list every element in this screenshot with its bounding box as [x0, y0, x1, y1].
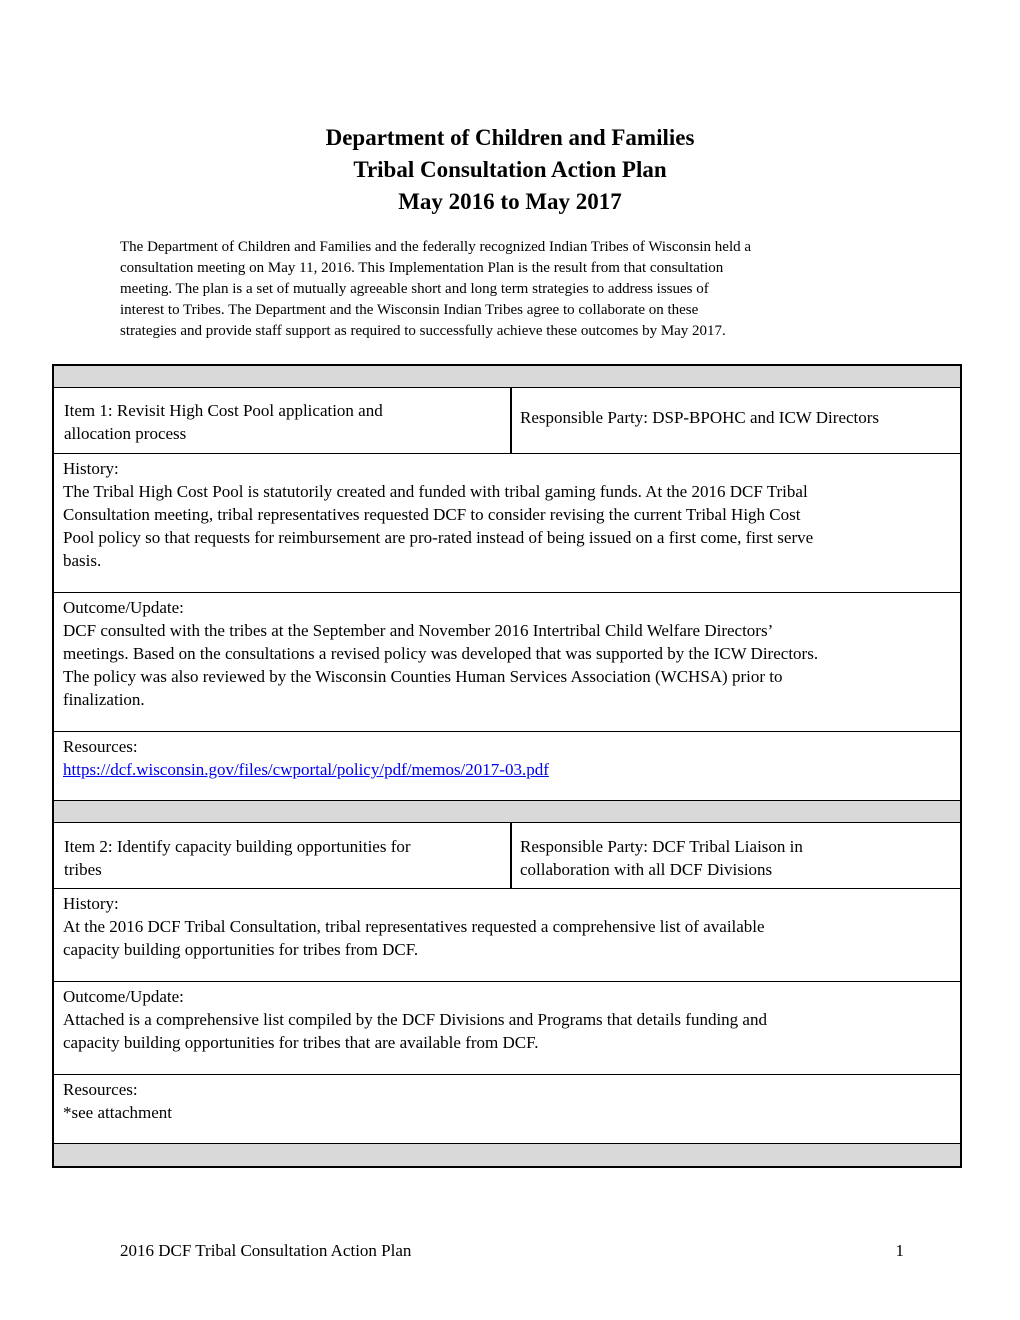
item-title-line: Item 2: Identify capacity building opportunities for: [64, 837, 411, 856]
party-line: Responsible Party: DSP-BPOHC and ICW Directors: [520, 408, 880, 427]
resources-text: *see attachment: [63, 1103, 173, 1122]
history-line: basis.: [63, 551, 102, 570]
outcome-line: DCF consulted with the tribes at the September and November 2016 Intertribal Child Welfare Directors’: [63, 621, 774, 640]
intro-paragraph: [120, 237, 910, 342]
outcome-line: The policy was also reviewed by the Wisconsin Counties Human Services Association (WCHSA) prior to: [63, 667, 783, 686]
table-separator-band: [54, 366, 960, 388]
item-title-line: Item 1: Revisit High Cost Pool application and: [64, 401, 383, 420]
item-title-line: allocation process: [64, 424, 187, 443]
party-line: Responsible Party: DCF Tribal Liaison in: [520, 837, 803, 856]
resources-link[interactable]: https://dcf.wisconsin.gov/files/cwportal/policy/pdf/memos/2017-03.pdf: [63, 760, 549, 779]
outcome-line: finalization.: [63, 690, 145, 709]
intro-line: consultation meeting on May 11, 2016. This Implementation Plan is the result from that consultation: [120, 260, 724, 276]
history-line: capacity building opportunities for tribes from DCF.: [63, 940, 419, 959]
intro-line: meeting. The plan is a set of mutually agreeable short and long term strategies to address issues of: [120, 281, 709, 297]
outcome-label: Outcome/Update:: [63, 987, 184, 1006]
history-label: History:: [63, 894, 119, 913]
outcome-line: meetings. Based on the consultations a revised policy was developed that was supported by the ICW Directors.: [63, 644, 819, 663]
party-line: collaboration with all DCF Divisions: [520, 860, 773, 879]
item-2-responsible-party: [512, 823, 960, 888]
history-line: The Tribal High Cost Pool is statutorily created and funded with tribal gaming funds. At the 2016 DCF Tribal: [63, 482, 808, 501]
history-line: Consultation meeting, tribal representatives requested DCF to consider revising the current Tribal High Cost: [63, 505, 801, 524]
item-2-history: [54, 889, 960, 982]
history-line: Pool policy so that requests for reimbursement are pro-rated instead of being issued on a first come, first serve: [63, 528, 814, 547]
item-1-header-row: [54, 388, 960, 454]
item-1-responsible-party: [512, 388, 960, 453]
item-1-outcome: [54, 593, 960, 732]
item-title-line: tribes: [64, 860, 102, 879]
title-line-3: May 2016 to May 2017: [398, 189, 622, 214]
item-1-resources: [54, 732, 960, 801]
intro-line: strategies and provide staff support as required to successfully achieve these outcomes by May 2017.: [120, 323, 726, 339]
item-2-title: [54, 823, 512, 888]
history-label: History:: [63, 459, 119, 478]
table-separator-band: [54, 1144, 960, 1166]
resources-label: Resources:: [63, 1080, 138, 1099]
outcome-line: capacity building opportunities for tribes that are available from DCF.: [63, 1033, 539, 1052]
item-2-header-row: [54, 823, 960, 889]
outcome-line: Attached is a comprehensive list compiled by the DCF Divisions and Programs that details funding and: [63, 1010, 767, 1029]
footer-text: 2016 DCF Tribal Consultation Action Plan: [120, 1241, 412, 1260]
title-line-1: Department of Children and Families: [325, 125, 695, 150]
item-1-history: [54, 454, 960, 593]
page-number: 1: [895, 1241, 904, 1260]
action-plan-table: [52, 364, 962, 1168]
history-line: At the 2016 DCF Tribal Consultation, tribal representatives requested a comprehensive list of available: [63, 917, 765, 936]
item-2-resources: [54, 1075, 960, 1144]
title-line-2: Tribal Consultation Action Plan: [353, 157, 667, 182]
item-2-outcome: [54, 982, 960, 1075]
outcome-label: Outcome/Update:: [63, 598, 184, 617]
page-footer: [120, 1239, 904, 1262]
resources-label: Resources:: [63, 737, 138, 756]
intro-line: interest to Tribes. The Department and the Wisconsin Indian Tribes agree to collaborate on these: [120, 302, 699, 318]
intro-line: The Department of Children and Families and the federally recognized Indian Tribes of Wisconsin held a: [120, 239, 752, 255]
item-1-title: [54, 388, 512, 453]
table-separator-band: [54, 801, 960, 823]
